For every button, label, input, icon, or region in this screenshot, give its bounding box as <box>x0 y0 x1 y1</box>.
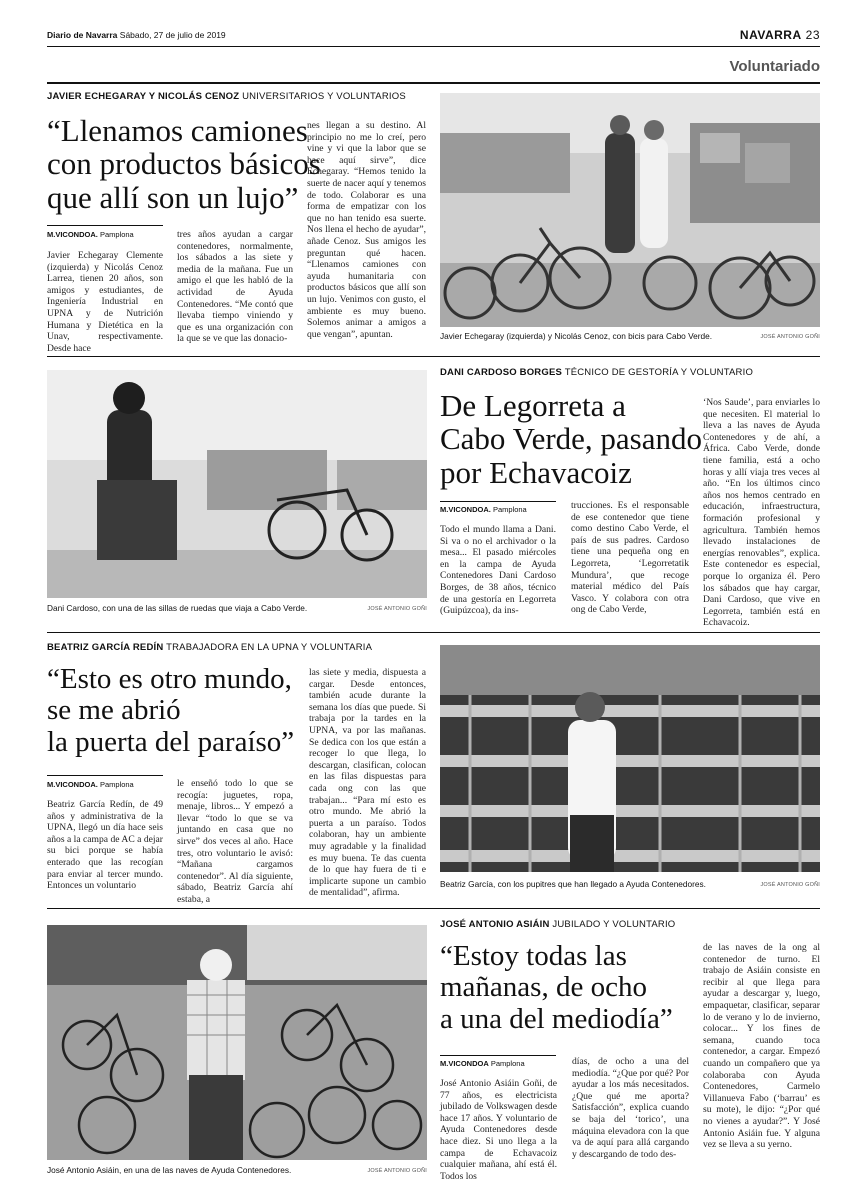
article-2-byline <box>440 505 527 514</box>
byline-author: M.VICONDOA. <box>440 505 491 514</box>
article-3-col-2: le enseñó todo lo que se recogía: juguetes, ropa, menaje, libros... Y empezó a llevar “todo lo que se va juntando en casa que no sirve” dos veces al año. Hace tres, otro voluntario le avisó: “Mañana cargamos contenedor”. Al día siguiente, sábado, Beatriz García ahí estaba, a <box>177 778 293 905</box>
article-1-photo <box>440 93 820 327</box>
article-1-col-3: nes llegan a su destino. Al principio no me lo creí, pero vine y vi que la labor que se hace aquí sirve”, dice Echegaray. “Hemos tenido la suerte de nacer aquí y tenemos de todo. Colaborar es una forma de empatizar con los que no han tenido esa suerte. Nos llena el hecho de ayudar”, añade Cenoz. Sus amigos les preguntan qué hacen. “Llenamos camiones con ayuda humanitaria con productos básicos que allí son un lujo. Venimos con gusto, el ambiente es muy bueno. Solemos animar a amigos a que vengan”, apuntan. <box>307 120 426 340</box>
article-divider <box>47 908 820 909</box>
article-3-photo <box>440 645 820 872</box>
page-region <box>740 28 820 42</box>
byline-place: Pamplona <box>99 230 134 239</box>
headline-line: con productos básicos <box>47 146 321 182</box>
page-number: 23 <box>805 28 820 42</box>
headline-line: De Legorreta a <box>440 388 626 423</box>
article-3-credit: JOSÉ ANTONIO GOÑI <box>760 882 820 888</box>
article-4-col-2: días, de ocho a una del mediodía. “¿Que por qué? Por ayudar a los más necesitados. ¿Que qué me aporta? Satisfacción”, explica cuando se baja del ‘torico’, una máquina elevadora con la que va de aquí para allá cargando y descargando de todo des- <box>572 1056 689 1160</box>
article-divider <box>47 356 820 357</box>
headline-line: Cabo Verde, pasando <box>440 421 703 457</box>
byline-rule <box>47 775 163 776</box>
kicker-names: JOSÉ ANTONIO ASIÁIN <box>440 919 550 930</box>
article-1-col-2: tres años ayudan a cargar contenedores, normalmente, los sábados a las siete y media de la mañana. Fue un amigo el que les habló de la actividad de Ayuda Contenedores. “Me contó que llevaba tiempo viniendo y que es una organización con la que se ve que las donacio- <box>177 229 293 345</box>
article-4-caption: José Antonio Asiáin, en una de las naves de Ayuda Contenedores. <box>47 1165 292 1175</box>
article-3-headline <box>47 664 294 758</box>
masthead <box>47 30 226 40</box>
article-2-col-3: ‘Nos Saude’, para enviarles lo que necesiten. El material lo lleva a las naves de Ayuda Contenedores y de ahí, a África. Cabo Verde, donde tiene familia, está a ocho horas y allí viaja tres veces al año. “En los últimos cinco años nos hemos centrado en educación, infraestructura, formación profesional y agricultura. También hemos llevado instalaciones de energías renovables”, explica. Este contenedor es especial, porque lo organiza él. Pero los sábados que hay cargar, Dani Cardoso, que vive en Legorreta, también está en Echavacoiz. <box>703 397 820 629</box>
article-2-col-1: Todo el mundo llama a Dani. Si va o no el archivador o la mesa... El pasado miércoles en la campa de Ayuda Contenedores Dani Cardoso Borges, de 38 años, técnico de una gestoría en Legorreta (Guipúzcoa), da ins- <box>440 524 556 617</box>
article-3-caption: Beatriz García, con los pupitres que han llegado a Ayuda Contenedores. <box>440 879 706 889</box>
headline-line: “Esto es otro mundo, <box>47 663 292 695</box>
article-2-kicker <box>440 367 753 378</box>
article-4-kicker <box>440 919 675 930</box>
article-4-photo <box>47 925 427 1160</box>
headline-line: a una del mediodía” <box>440 1002 673 1035</box>
article-1-byline <box>47 230 134 239</box>
headline-line: “Estoy todas las <box>440 940 627 972</box>
kicker-role: JUBILADO Y VOLUNTARIO <box>552 919 676 930</box>
article-2-caption: Dani Cardoso, con una de las sillas de ruedas que viaja a Cabo Verde. <box>47 603 308 613</box>
article-4-col-1: José Antonio Asiáin Goñi, de 77 años, es electricista jubilado de Volkswagen desde hace 17 años. Y voluntario de Ayuda Contenedores desde hace diez. Si uno llega a la campa de Echavacoiz cualquier mañana, ahí está él. Todos los <box>440 1078 557 1182</box>
kicker-names: BEATRIZ GARCÍA REDÍN <box>47 642 164 653</box>
headline-line: mañanas, de ocho <box>440 971 647 1004</box>
article-1-credit: JOSÉ ANTONIO GOÑI <box>760 334 820 340</box>
article-1-caption: Javier Echegaray (izquierda) y Nicolás Cenoz, con bicis para Cabo Verde. <box>440 331 713 341</box>
byline-place: Pamplona <box>99 780 134 789</box>
article-1-col-1: Javier Echegaray Clemente (izquierda) y Nicolás Cenoz Larrea, tienen 20 años, son amigos y estudiantes, de Ingeniería Industrial en UPNA y de Nutrición Humana y Dietética en la Unav, respectivamente. Desde hace <box>47 250 163 354</box>
headline-line: que allí son un lujo” <box>47 179 299 215</box>
article-4-headline <box>440 941 673 1035</box>
issue-date: Sábado, 27 de julio de 2019 <box>119 30 226 40</box>
article-1-kicker <box>47 91 406 102</box>
article-1-headline <box>47 114 321 214</box>
article-4-col-3: de las naves de la ong al contenedor de turno. El trabajo de Asiáin consiste en recibir al que llega para ayudar a descargar y, luego, empaquetar, clasificar, separar lo de verano y lo de invierno, colocar... Y los fines de semana, cuando toca contenedor, a cargar. Empezó cuando un compañero que ya colaboraba con Ayuda Contenedores, Carmelo Villanueva Fabo (‘barrau’ es su mote), le dijo: “¿Por qué no vienes a ayudar?”. Y José Antonio Asiáin fue. Y alguna vez se lleva a su yerno. <box>703 942 820 1151</box>
article-3-col-1: Beatriz García Redín, de 49 años y administrativa de la UPNA, llegó un día hace seis años a la campa de AC a dejar su bici porque se había enterado que las recogían para enviar al tercer mundo. Entonces un voluntario <box>47 799 163 892</box>
byline-author: M.VICONDOA. <box>47 780 98 789</box>
headline-line: la puerta del paraíso” <box>47 725 295 758</box>
headline-line: “Llenamos camiones <box>47 113 308 148</box>
article-2-headline <box>440 389 702 489</box>
byline-author: M.VICONDOA <box>440 1059 489 1068</box>
article-4-byline <box>440 1059 525 1068</box>
byline-place: Pamplona <box>490 1059 525 1068</box>
kicker-role: TÉCNICO DE GESTORÍA Y VOLUNTARIO <box>564 367 754 378</box>
region-label: NAVARRA <box>739 28 802 42</box>
kicker-role: TRABAJADORA EN LA UPNA Y VOLUNTARIA <box>166 642 373 653</box>
byline-author: M.VICONDOA. <box>47 230 98 239</box>
byline-place: Pamplona <box>492 505 527 514</box>
paper-name: Diario de Navarra <box>47 30 118 40</box>
header-rule <box>47 46 820 47</box>
article-divider <box>47 632 820 633</box>
article-2-photo <box>47 370 427 598</box>
section-rule <box>47 82 820 84</box>
byline-rule <box>440 1055 556 1056</box>
section-title: Voluntariado <box>729 58 820 75</box>
article-4-credit: JOSÉ ANTONIO GOÑI <box>367 1168 427 1174</box>
article-3-kicker <box>47 642 372 653</box>
headline-line: por Echavacoiz <box>440 454 632 490</box>
article-2-col-2: trucciones. Es el responsable de ese contenedor que tiene como destino Cabo Verde, el país de sus padres. Cardoso tiene una pequeña ong en Legorreta, ‘Legorretatik Mundura’, que recoge material médico del País Vasco. Y colabora con otra ong de Cabo Verde, <box>571 500 689 616</box>
article-3-col-3: las siete y media, dispuesta a cargar. Desde entonces, también acude durante la semana los días que puede. Si trabaja por la tardes en la UPNA, va por las mañanas. Se dedica con los que están a recoger lo que llega, lo descargan, clasifican, colocan en las filas dispuestas para cada ong con las que trabajan... “Para mí esto es otro mundo. Me abrió la puerta a un paraíso. Todos colaboran, hay un ambiente muy agradable y la finalidad es muy buena. Te das cuenta de lo que hay fuera de ti e implicarte supone un cambio de mentalidad”, afirma. <box>309 667 426 899</box>
article-3-byline <box>47 780 134 789</box>
article-2-credit: JOSÉ ANTONIO GOÑI <box>367 606 427 612</box>
byline-rule <box>440 501 556 502</box>
headline-line: se me abrió <box>47 694 181 727</box>
kicker-role: UNIVERSITARIOS Y VOLUNTARIOS <box>242 91 406 102</box>
kicker-names: DANI CARDOSO BORGES <box>440 367 563 378</box>
byline-rule <box>47 225 163 226</box>
kicker-names: JAVIER ECHEGARAY Y NICOLÁS CENOZ <box>47 91 240 102</box>
